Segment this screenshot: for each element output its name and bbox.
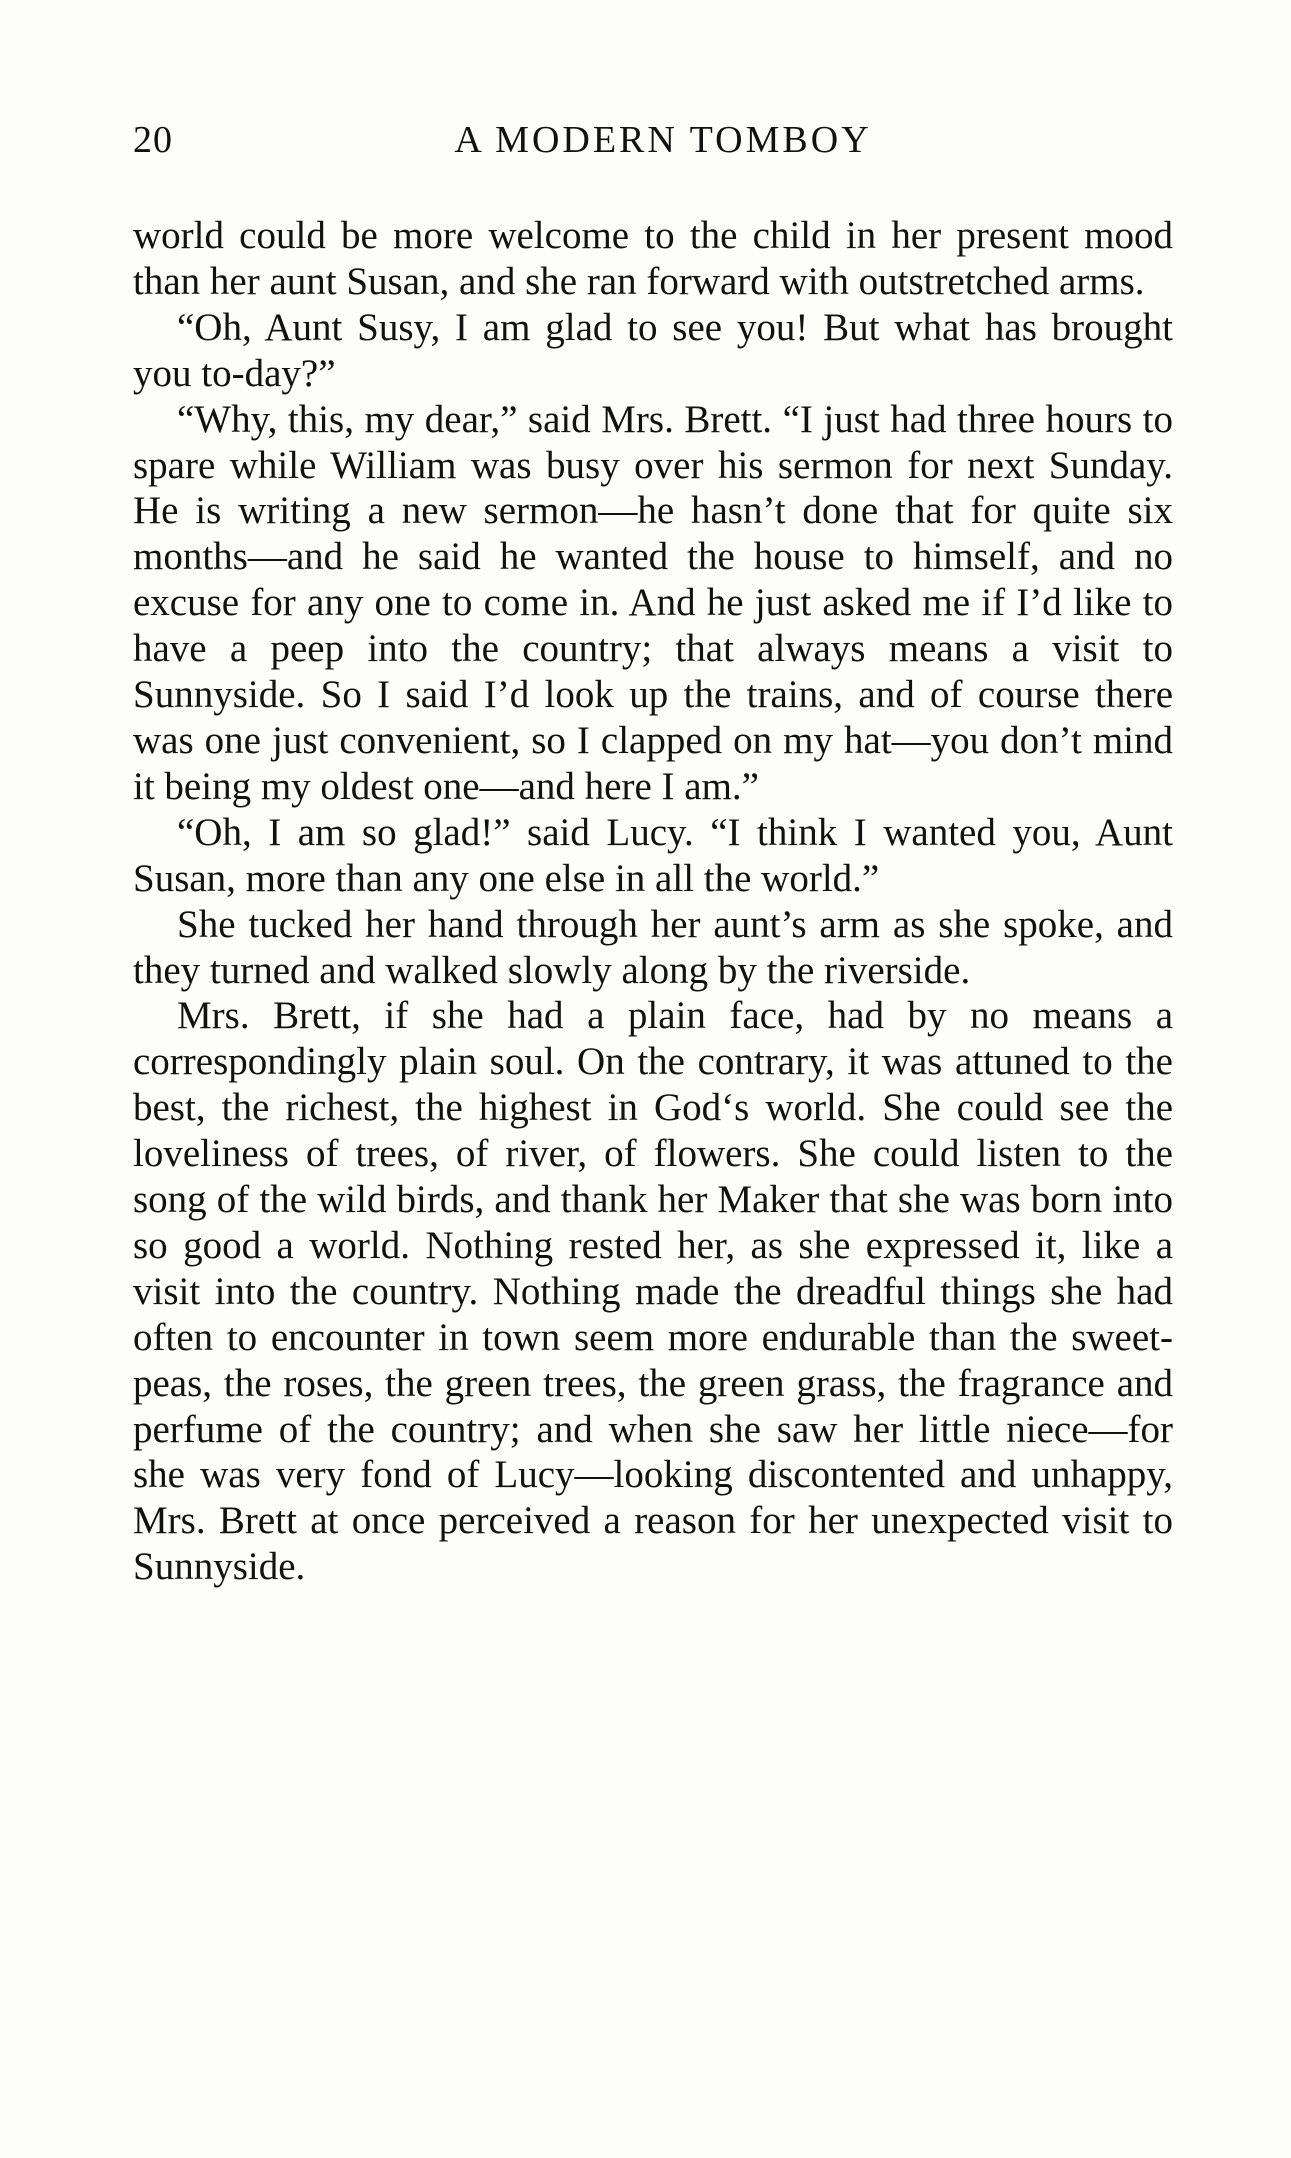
page-header — [133, 118, 1173, 168]
paragraph: world could be more welcome to the child in her present mood than her aunt Susan, and she ran forward with outstretched arms. — [133, 214, 1173, 303]
paragraph: “Oh, Aunt Susy, I am glad to see you! But what has brought you to-day?” — [133, 305, 1173, 395]
page-number: 20 — [133, 119, 173, 161]
paragraph: “Why, this, my dear,” said Mrs. Brett. “I just had three hours to spare while William was busy over his sermon for next Sunday. He is writing a new sermon—he hasn’t done that for quite six months—and he said he wanted the house to himself, and no excuse for any one to come in. And he just asked me if I’d like to have a peep into the country; that always means a visit to Sunnyside. So I said I’d look up the trains, and of course there was one just convenient, so I clapped on my hat—you don’t mind it being my oldest one—and here I am.” — [133, 397, 1173, 808]
paragraph: “Oh, I am so glad!” said Lucy. “I think I wanted you, Aunt Susan, more than any one else in all the world.” — [133, 810, 1173, 900]
body-text — [133, 213, 1173, 1590]
running-title: A MODERN TOMBOY — [454, 119, 872, 161]
paragraph: She tucked her hand through her aunt’s arm as she spoke, and they turned and walked slowly along by the riverside. — [133, 902, 1173, 992]
paragraph: Mrs. Brett, if she had a plain face, had by no means a correspondingly plain soul. On the contrary, it was attuned to the best, the richest, the highest in God‘s world. She could see the loveliness of trees, of river, of flowers. She could listen to the song of the wild birds, and thank her Maker that she was born into so good a world. Nothing rested her, as she expressed it, like a visit into the country. Nothing made the dreadful things she had often to encounter in town seem more endurable than the sweet-peas, the roses, the green trees, the green grass, the fragrance and perfume of the country; and when she saw her little niece—for she was very fond of Lucy—looking discontented and unhappy, Mrs. Brett at once perceived a reason for her unexpected visit to Sunnyside. — [133, 994, 1173, 1589]
